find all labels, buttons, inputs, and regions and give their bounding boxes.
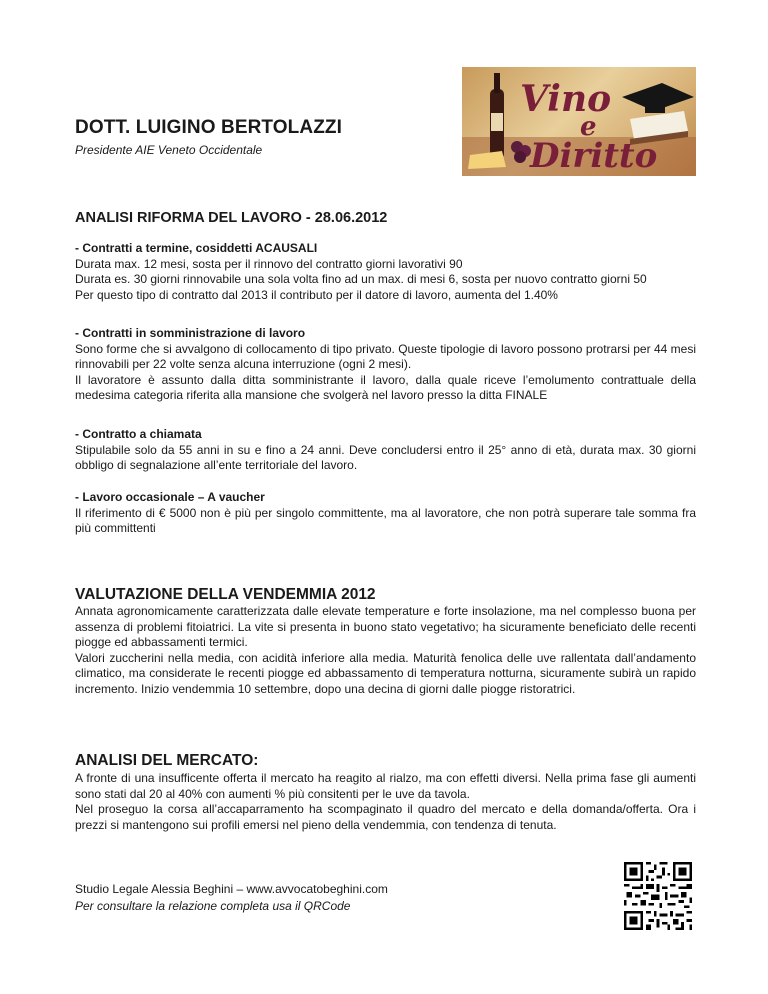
item-heading: - Contratti in somministrazione di lavoro xyxy=(75,326,306,340)
item-paragraph: Il lavoratore è assunto dalla ditta somministrante il lavoro, dalla quale riceve l’emolumento contrattuale della medesima categoria riferita alla mansione che svolgerà nel lavoro presso la ditta FINALE xyxy=(75,372,696,403)
item-paragraph: Stipulabile solo da 55 anni in su e fino a 24 anni. Deve concludersi entro il 25° anno di età, durata max. 30 giorni obbligo di segnalazione all’ente territoriale del lavoro. xyxy=(75,442,696,473)
item-heading: - Contratti a termine, cosiddetti ACAUSALI xyxy=(75,241,318,255)
item-paragraph: Sono forme che si avvalgono di collocamento di tipo privato. Queste tipologie di lavoro possono protrarsi per 44 mesi rinnovabili per 22 volte senza alcuna interruzione (ogni 2 mesi). xyxy=(75,341,696,372)
mercato-body xyxy=(75,771,696,833)
item-contratti-termine xyxy=(75,241,696,303)
item-heading: - Lavoro occasionale – A vaucher xyxy=(75,490,265,504)
item-somministrazione xyxy=(75,326,696,404)
item-line: Durata max. 12 mesi, sosta per il rinnovo del contratto giorni lavorativi 90 xyxy=(75,256,463,271)
svg-text:Diritto: Diritto xyxy=(530,136,658,176)
item-lavoro-occasionale xyxy=(75,490,696,537)
mercato-paragraph: A fronte di una insufficente offerta il mercato ha reagito al rialzo, ma con effetti diversi. Nella prima fase gli aumenti sono stati dal 20 al 40% con aumenti % più consitenti per le uve da tavola. xyxy=(75,771,696,801)
vino-e-diritto-logo xyxy=(462,67,696,176)
svg-text:e: e xyxy=(580,112,597,142)
vendemmia-paragraph: Annata agronomicamente caratterizzata dalle elevate temperature e forte insolazione, ma nel complesso buona per assenza di problemi fitoiatrici. La vite si presenta in buono stato vegetativo; ha sicuramente beneficiato delle recenti piogge ed abbassamenti termici. xyxy=(75,604,696,650)
logo-artwork xyxy=(462,67,696,176)
vendemmia-paragraph: Valori zuccherini nella media, con acidità inferiore alla media. Maturità fenolica delle uve rallentata dall’andamento climatico, ma considerate le recenti piogge ed abbassamento di temperatura notturna, sicuramente subirà un rapido incremento. Inizio vendemmia 10 settembre, dopo una decina di giorni dalle piogge ristoratrici. xyxy=(75,650,696,696)
item-line: Durata es. 30 giorni rinnovabile una sola volta fino ad un max. di mesi 6, sosta per nuovo contratto giorni 50 xyxy=(75,272,647,287)
qr-code-icon[interactable] xyxy=(624,862,692,930)
item-heading: - Contratto a chiamata xyxy=(75,427,202,441)
svg-text:Vino: Vino xyxy=(520,78,612,120)
item-contratto-chiamata xyxy=(75,427,696,474)
author-name: DOTT. LUIGINO BERTOLAZZI xyxy=(75,117,342,138)
author-role: Presidente AIE Veneto Occidentale xyxy=(75,143,263,157)
item-paragraph: Il riferimento di € 5000 non è più per singolo committente, ma al lavoratore, che non potrà superare tale somma fra più committenti xyxy=(75,505,696,536)
item-line: Per questo tipo di contratto dal 2013 il contributo per il datore di lavoro, aumenta del 1.40% xyxy=(75,287,558,302)
vendemmia-body xyxy=(75,604,696,698)
section-title-vendemmia: VALUTAZIONE DELLA VENDEMMIA 2012 xyxy=(75,586,376,603)
mercato-paragraph: Nel proseguo la corsa all’accaparramento ha scompaginato il quadro del mercato e della domanda/offerta. Ora i prezzi si mantengono sui profili emersi nel pieno della vendemmia, con tendenza di tenuta. xyxy=(75,802,696,832)
section-title-mercato: ANALISI DEL MERCATO: xyxy=(75,752,259,769)
footer-studio-link: Studio Legale Alessia Beghini – www.avvocatobeghini.com xyxy=(75,882,388,896)
section-title-riforma: ANALISI RIFORMA DEL LAVORO - 28.06.2012 xyxy=(75,210,388,226)
footer-qr-note: Per consultare la relazione completa usa il QRCode xyxy=(75,899,351,913)
